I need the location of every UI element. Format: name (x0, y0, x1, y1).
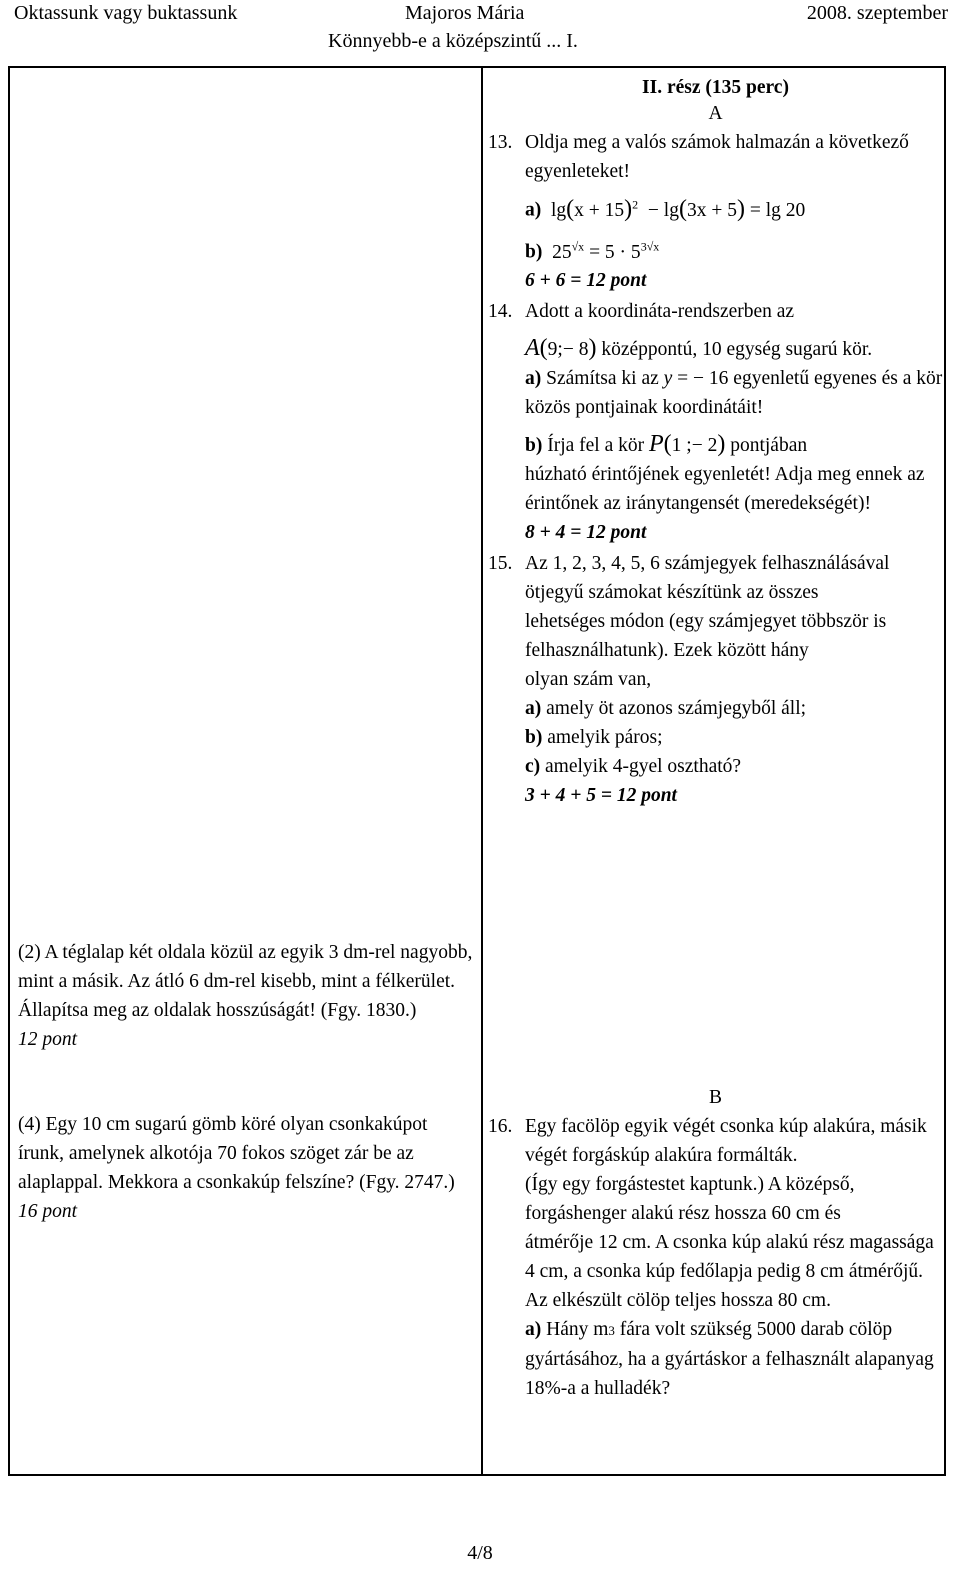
part-title: II. rész (135 perc) (642, 77, 789, 98)
q16-a-sup: 3 (608, 1323, 615, 1338)
q16-text2: (Így egy forgástestet kaptunk.) A középső, forgáshenger alakú rész hossza 60 cm és (525, 1174, 855, 1224)
q15-number: 15. (488, 553, 513, 574)
q14-a-label: a) (525, 368, 542, 389)
left-problem-2 (18, 938, 473, 1054)
q13-b-label: b) (525, 241, 543, 263)
header-date: 2008. szeptember (806, 2, 948, 24)
problem-2-text: (2) A téglalap két oldala közül az egyik 3 dm-rel nagyobb, mint a másik. Az átló 6 dm-rel kisebb, mint a félkerület. Állapítsa meg az oldalak hosszúságát! (Fgy. 1830.) (18, 942, 473, 1021)
q13-a-label: a) (525, 199, 542, 221)
q16-part-a (488, 1315, 943, 1403)
section-a-title: A (708, 103, 723, 124)
q16-a-label: a) (525, 1319, 542, 1340)
question-15 (488, 549, 943, 607)
q15-b-text: amelyik páros; (547, 727, 663, 748)
q14-part-a (488, 364, 943, 422)
question-13 (488, 128, 943, 186)
q15-a-label: a) (525, 698, 542, 719)
q16-text1: Egy facölöp egyik végét csonka kúp alakúra, másik végét forgáskúp alakúra formálták. (525, 1116, 927, 1166)
q15-a-text: amely öt azonos számjegyből áll; (546, 698, 807, 719)
q14-center-line: A(9;− 8) középpontú, 10 egység sugarú kör. (525, 335, 873, 361)
q14-points: 8 + 4 = 12 pont (525, 522, 647, 543)
q16-number: 16. (488, 1116, 513, 1137)
q15-points: 3 + 4 + 5 = 12 pont (525, 785, 677, 806)
q15-text3: olyan szám van, (525, 669, 652, 690)
q14-text: Adott a koordináta-rendszerben az (525, 301, 795, 322)
right-section-b (488, 1083, 943, 1403)
q13-equation-a (488, 186, 943, 228)
q14-b-label: b) (525, 435, 543, 456)
q16-a-pre: Hány m (546, 1319, 609, 1340)
section-b-title: B (708, 1087, 722, 1108)
q14-b-text: húzható érintőjének egyenletét! Adja meg ennek az érintőnek az iránytangensét (meredekségét)! (525, 464, 925, 514)
q14-point-a: A (525, 335, 540, 361)
column-divider (481, 68, 483, 1474)
q13-b-formula: $25^{√x} = 5 \cdot 5^{3√x}$ (547, 239, 660, 263)
question-16 (488, 1112, 943, 1170)
page-number: 4/8 (467, 1542, 493, 1564)
q14-center-text: középpontú, 10 egység sugarú kör. (601, 339, 873, 360)
q14-b-post: pontjában (730, 435, 808, 456)
header-author: Majoros Mária (405, 2, 525, 24)
q15-part-a (488, 694, 943, 723)
q14-a-pre: Számítsa ki az (546, 368, 659, 389)
q14-b-pre: Írja fel a kör (547, 435, 645, 456)
q14-b-formula: P(1 ;− 2) (649, 431, 726, 457)
q15-part-b (488, 723, 943, 752)
problem-4-points: 16 pont (18, 1201, 78, 1222)
q15-b-label: b) (525, 727, 543, 748)
q16-text3: átmérője 12 cm. A csonka kúp alakú rész magassága 4 cm, a csonka kúp fedőlapja pedig 8 cm átmérőjű. Az elkészült cölöp teljes hossza 80 cm. (525, 1232, 934, 1311)
q13-text: Oldja meg a valós számok halmazán a következő egyenleteket! (525, 132, 909, 182)
problem-2-points: 12 pont (18, 1029, 78, 1050)
q13-number: 13. (488, 132, 513, 153)
q15-c-text: amelyik 4-gyel osztható? (545, 756, 742, 777)
problem-4-text: (4) Egy 10 cm sugarú gömb köré olyan csonkakúpot írunk, amelynek alkotója 70 fokos szöget zár be az alaplappal. Mekkora a csonkakúp felszíne? (Fgy. 2747.) (18, 1114, 455, 1193)
q14-number: 14. (488, 301, 513, 322)
q15-text2: lehetséges módon (egy számjegyet többször is felhasználhatunk). Ezek között hány (525, 611, 887, 661)
right-column (488, 73, 943, 810)
q15-part-c (488, 752, 943, 781)
q15-c-label: c) (525, 756, 541, 777)
page-header (0, 0, 960, 60)
q14-a-formula: y = − 16 (663, 368, 729, 389)
q16-a-post: fára volt szükség 5000 darab cölöp gyártásához, ha a gyártáskor a felhasznált alapanyag 18%-a a hulladék? (525, 1319, 934, 1399)
question-14 (488, 297, 943, 326)
left-problem-4 (18, 1110, 473, 1226)
q14-a-post: egyenletű egyenes és a kör közös pontjainak koordinátáit! (525, 368, 943, 418)
q13-equation-b (488, 228, 943, 266)
q13-points: 6 + 6 = 12 pont (525, 270, 647, 291)
exam-table (8, 66, 946, 1476)
q15-text1: Az 1, 2, 3, 4, 5, 6 számjegyek felhasználásával ötjegyű számokat készítünk az összes (525, 553, 890, 603)
header-subtitle: Könnyebb-e a középszintű ... I. (328, 30, 578, 52)
q14-part-b (488, 430, 943, 518)
header-left: Oktassunk vagy buktassunk (14, 2, 238, 24)
q13-a-formula: $\lg(x + 15)^2 - \lg(3x + 5) = \lg 20$ (546, 195, 806, 222)
